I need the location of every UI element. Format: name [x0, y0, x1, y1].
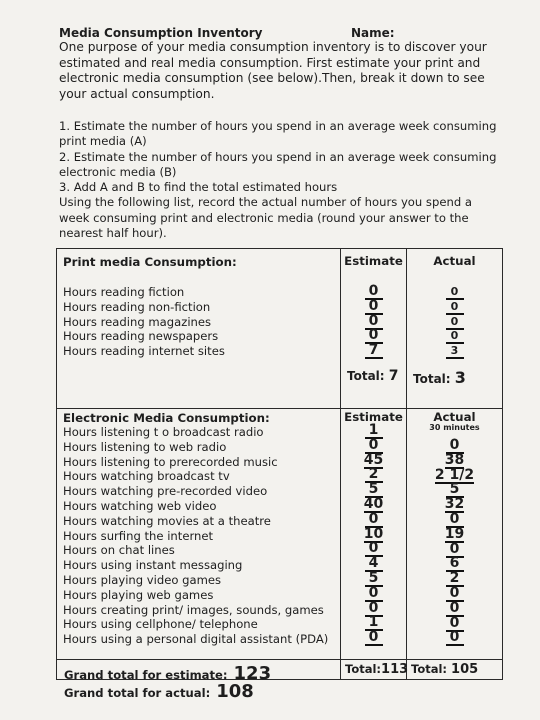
electronic-actual-value: 0 — [407, 616, 502, 631]
step-1: 1. Estimate the number of hours you spend in an average week consuming print media (A) — [59, 119, 497, 149]
electronic-actual-value: 19 — [444, 525, 465, 542]
electronic-row-label: Hours playing web games — [63, 587, 214, 602]
step-instruction: Using the following list, record the actual number of hours you spend a week consuming print and electronic media (round your answer to the nearest half hour). — [59, 195, 472, 241]
electronic-estimate-value: 1 — [341, 423, 406, 438]
electronic-row-label: Hours using instant messaging — [63, 558, 243, 573]
electronic-actual-value: 32 — [444, 496, 465, 513]
electronic-actual-total: Total: 105 — [407, 659, 503, 679]
electronic-estimate-value: 5 — [341, 571, 406, 586]
print-labels-cell — [57, 249, 341, 409]
electronic-row-label: Hours listening to web radio — [63, 439, 227, 454]
electronic-labels-cell — [57, 408, 341, 659]
electronic-estimate-value: 0 — [341, 512, 406, 527]
electronic-actual-value: 5 — [407, 482, 502, 497]
electronic-actual-value: 0 — [407, 601, 502, 616]
print-row-label: Hours reading fiction — [63, 285, 185, 299]
electronic-estimate-value: 0 — [341, 630, 406, 645]
electronic-section — [57, 408, 503, 659]
print-row-label: Hours reading magazines — [63, 314, 212, 329]
print-estimate-value: 7 — [341, 343, 406, 358]
print-estimate-value: 0 — [341, 299, 406, 314]
electronic-estimate-total: Total:113 — [341, 659, 407, 679]
print-estimate-cell — [341, 249, 407, 409]
electronic-estimate-cell — [341, 408, 407, 659]
actual-column-header: Actual — [433, 409, 476, 424]
electronic-row-label: Hours surfing the internet — [63, 528, 214, 543]
electronic-row-label: Hours on chat lines — [63, 543, 175, 558]
print-actual-total-value: 3 — [454, 367, 466, 387]
grand-total-actual-value: 108 — [216, 681, 254, 702]
electronic-estimate-total-value: 113 — [381, 661, 409, 677]
electronic-row-label: Hours watching movies at a theatre — [63, 513, 271, 528]
electronic-estimate-value: 0 — [341, 438, 406, 453]
print-row-label: Hours reading newspapers — [63, 329, 219, 344]
electronic-row-label: Hours listening to prerecorded music — [63, 454, 278, 469]
worksheet-title: Media Consumption Inventory — [59, 26, 263, 40]
actual-radio-note: 30 minutes — [429, 422, 480, 432]
electronic-actual-value: 0 — [407, 542, 502, 557]
print-actual-value: 3 — [407, 343, 502, 358]
step-2: 2. Estimate the number of hours you spend in an average week consuming electronic media (B) — [59, 149, 497, 179]
print-estimate-value: 0 — [341, 314, 406, 329]
electronic-row-label: Hours creating print/ images, sounds, games — [63, 602, 324, 617]
electronic-actual-cell — [407, 408, 503, 659]
electronic-row-label: Hours using a personal digital assistant (PDA) — [63, 632, 329, 647]
consumption-table — [56, 248, 503, 680]
electronic-estimate-value: 0 — [341, 541, 406, 556]
electronic-actual-value: 2 1/2 — [434, 466, 475, 483]
grand-total-estimate: Grand total for estimate: 123 — [64, 663, 272, 684]
electronic-row-label: Hours watching web video — [63, 498, 217, 513]
electronic-estimate-value: 0 — [341, 601, 406, 616]
electronic-row-label: Hours watching broadcast tv — [63, 469, 230, 484]
step-3: 3. Add A and B to find the total estimated hours — [59, 180, 338, 195]
electronic-row-label: Hours using cellphone/ telephone — [63, 617, 258, 632]
grand-total-estimate-value: 123 — [233, 663, 272, 684]
electronic-actual-value: 0 — [407, 512, 502, 527]
print-row-label: Hours reading non-fiction — [63, 299, 211, 314]
estimate-column-header: Estimate — [344, 254, 403, 268]
print-estimate-value: 0 — [341, 328, 406, 343]
print-actual-value: 0 — [407, 284, 502, 299]
electronic-actual-value: 38 — [444, 451, 465, 468]
electronic-estimate-value: 0 — [341, 586, 406, 601]
print-estimate-total: Total: 7 — [347, 367, 399, 384]
electronic-actual-total-value: 105 — [451, 661, 479, 677]
electronic-estimate-value: 10 — [363, 525, 384, 542]
electronic-estimate-value: 4 — [341, 556, 406, 571]
name-label: Name: — [351, 26, 395, 40]
print-estimate-value: 0 — [341, 284, 406, 299]
print-estimate-total-value: 7 — [388, 367, 399, 384]
print-actual-total: Total: 3 — [413, 367, 466, 387]
electronic-section-title: Electronic Media Consumption: — [63, 410, 270, 425]
print-section — [57, 249, 503, 409]
electronic-estimate-value: 1 — [341, 615, 406, 630]
electronic-actual-value: 0 — [407, 630, 502, 645]
electronic-actual-value: 0 — [407, 438, 502, 453]
electronic-actual-value: 0 — [407, 586, 502, 601]
print-actual-value: 0 — [407, 299, 502, 314]
electronic-estimate-value: 2 — [341, 467, 406, 482]
electronic-actual-value: 2 — [407, 571, 502, 586]
print-row-label: Hours reading internet sites — [63, 344, 225, 359]
print-actual-cell — [407, 249, 503, 409]
electronic-row-label: Hours playing video games — [63, 572, 222, 587]
instructions — [59, 119, 504, 241]
grand-total-actual: Grand total for actual: 108 — [64, 681, 254, 702]
electronic-estimate-value: 40 — [363, 495, 384, 512]
electronic-row-label: Hours watching pre-recorded video — [63, 484, 268, 499]
actual-column-header: Actual — [433, 254, 476, 268]
print-actual-value: 0 — [407, 328, 502, 343]
electronic-row-label: Hours listening t o broadcast radio — [63, 424, 264, 439]
print-actual-value: 0 — [407, 314, 502, 329]
print-section-title: Print media Consumption: — [63, 255, 237, 269]
electronic-actual-value: 6 — [407, 556, 502, 571]
intro-paragraph: One purpose of your media consumption inventory is to discover your estimated and real media consumption. First estimate your print and electronic media consumption (see below).Then, break it down to see your actual consumption. — [59, 40, 487, 101]
electronic-estimate-value: 45 — [363, 451, 384, 468]
electronic-estimate-value: 5 — [341, 482, 406, 497]
estimate-column-header: Estimate — [344, 409, 403, 424]
